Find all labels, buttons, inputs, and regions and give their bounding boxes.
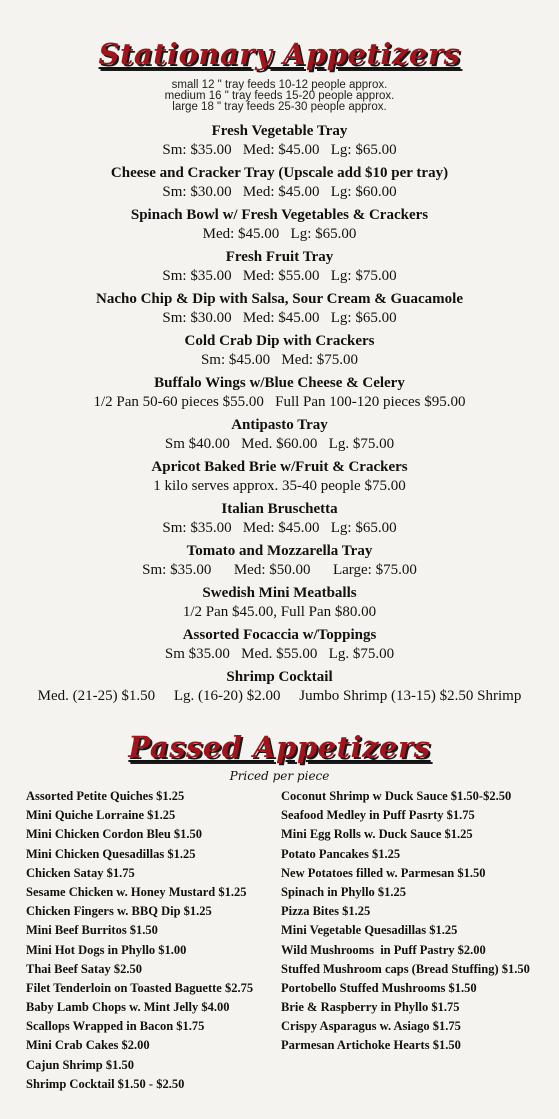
priced-per-piece-note: Priced per piece bbox=[229, 769, 330, 783]
menu-item bbox=[0, 206, 559, 244]
menu-item-price: Med. (21-25) $1.50 Lg. (16-20) $2.00 Jumbo Shrimp (13-15) $2.50 Shrimp bbox=[37, 688, 522, 704]
menu-item-price: Sm: $30.00 Med: $45.00 Lg: $65.00 bbox=[162, 310, 397, 326]
menu-item-name: Tomato and Mozzarella Tray bbox=[186, 543, 373, 559]
menu-item bbox=[0, 374, 559, 412]
passed-left-column bbox=[26, 787, 276, 1094]
menu-item-name: Cold Crab Dip with Crackers bbox=[184, 333, 375, 349]
menu-item bbox=[0, 584, 559, 622]
passed-appetizers-heading: Passed Appetizers bbox=[128, 730, 431, 764]
passed-item: Coconut Shrimp w Duck Sauce $1.50-$2.50 bbox=[281, 789, 512, 803]
size-small: small 12 " tray feeds 10-12 people approx. bbox=[171, 79, 388, 91]
menu-item-price: Sm: $35.00 Med: $45.00 Lg: $65.00 bbox=[162, 142, 397, 158]
passed-item: Assorted Petite Quiches $1.25 bbox=[26, 789, 185, 803]
menu-item bbox=[0, 500, 559, 538]
passed-item: Brie & Raspberry in Phyllo $1.75 bbox=[281, 1000, 460, 1015]
menu-item-price: 1/2 Pan 50-60 pieces $55.00 Full Pan 100-120 pieces $95.00 bbox=[93, 394, 466, 410]
menu-item-price: Sm $40.00 Med. $60.00 Lg. $75.00 bbox=[164, 436, 395, 452]
passed-item: Filet Tenderloin on Toasted Baguette $2.75 bbox=[26, 980, 254, 995]
passed-item: Shrimp Cocktail $1.50 - $2.50 bbox=[26, 1076, 185, 1091]
passed-item: Thai Beef Satay $2.50 bbox=[26, 961, 142, 976]
menu-item-price: Sm: $35.00 Med: $45.00 Lg: $65.00 bbox=[162, 520, 397, 536]
menu-item-name: Shrimp Cocktail bbox=[226, 669, 333, 685]
passed-item: New Potatoes filled w. Parmesan $1.50 bbox=[281, 865, 486, 880]
passed-item: Sesame Chicken w. Honey Mustard $1.25 bbox=[26, 884, 247, 899]
menu-item-name: Buffalo Wings w/Blue Cheese & Celery bbox=[154, 375, 405, 391]
menu-item bbox=[0, 668, 559, 706]
passed-item: Cajun Shrimp $1.50 bbox=[26, 1057, 135, 1072]
menu-item-price: Sm: $35.00 Med: $50.00 Large: $75.00 bbox=[142, 562, 417, 578]
menu-item-name: Fresh Fruit Tray bbox=[225, 249, 334, 265]
passed-item: Chicken Fingers w. BBQ Dip $1.25 bbox=[26, 904, 212, 919]
passed-item: Seafood Medley in Puff Pasrty $1.75 bbox=[281, 808, 475, 823]
passed-item: Mini Chicken Cordon Bleu $1.50 bbox=[26, 827, 203, 842]
passed-item: Chicken Satay $1.75 bbox=[26, 865, 135, 880]
menu-item-name: Swedish Mini Meatballs bbox=[202, 585, 357, 601]
menu-item-name: Spinach Bowl w/ Fresh Vegetables & Crackers bbox=[130, 207, 429, 223]
menu-item bbox=[0, 248, 559, 286]
menu-item bbox=[0, 626, 559, 664]
passed-item: Mini Chicken Quesadillas $1.25 bbox=[26, 846, 196, 861]
passed-item: Baby Lamb Chops w. Mint Jelly $4.00 bbox=[26, 1000, 230, 1015]
menu-item-name: Fresh Vegetable Tray bbox=[211, 123, 348, 139]
passed-item: Parmesan Artichoke Hearts $1.50 bbox=[281, 1038, 461, 1053]
passed-item: Scallops Wrapped in Bacon $1.75 bbox=[26, 1019, 205, 1034]
menu-item bbox=[0, 332, 559, 370]
menu-item bbox=[0, 542, 559, 580]
passed-item: Wild Mushrooms in Puff Pastry $2.00 bbox=[281, 942, 486, 957]
passed-item: Mini Crab Cakes $2.00 bbox=[26, 1038, 150, 1053]
menu-item bbox=[0, 122, 559, 160]
menu-item bbox=[0, 164, 559, 202]
menu-item-price: Sm: $35.00 Med: $55.00 Lg: $75.00 bbox=[162, 268, 397, 284]
passed-item: Spinach in Phyllo $1.25 bbox=[281, 884, 407, 899]
menu-item bbox=[0, 290, 559, 328]
menu-item-price: Med: $45.00 Lg: $65.00 bbox=[202, 226, 357, 242]
passed-item: Mini Egg Rolls w. Duck Sauce $1.25 bbox=[281, 827, 473, 842]
menu-item bbox=[0, 458, 559, 496]
menu-item-name: Antipasto Tray bbox=[231, 417, 328, 433]
menu-item bbox=[0, 416, 559, 454]
passed-item: Mini Vegetable Quesadillas $1.25 bbox=[281, 923, 458, 938]
tray-sizes bbox=[0, 80, 559, 113]
passed-right-column bbox=[281, 787, 551, 1056]
menu-item-price: Sm: $45.00 Med: $75.00 bbox=[200, 352, 359, 368]
passed-item: Mini Beef Burritos $1.50 bbox=[26, 923, 158, 938]
stationary-appetizers-heading: Stationary Appetizers bbox=[98, 37, 461, 71]
menu-item-price: Sm $35.00 Med. $55.00 Lg. $75.00 bbox=[164, 646, 395, 662]
passed-item: Crispy Asparagus w. Asiago $1.75 bbox=[281, 1019, 461, 1034]
passed-item: Mini Hot Dogs in Phyllo $1.00 bbox=[26, 942, 187, 957]
menu-item-price: Sm: $30.00 Med: $45.00 Lg: $60.00 bbox=[162, 184, 397, 200]
size-medium: medium 16 " tray feeds 15-20 people approx. bbox=[164, 90, 395, 102]
passed-item: Mini Quiche Lorraine $1.25 bbox=[26, 808, 176, 823]
menu-item-name: Assorted Focaccia w/Toppings bbox=[182, 627, 377, 643]
menu-item-name: Italian Bruschetta bbox=[221, 501, 338, 517]
menu-item-name: Cheese and Cracker Tray (Upscale add $10 per tray) bbox=[110, 165, 449, 181]
passed-item: Potato Pancakes $1.25 bbox=[281, 846, 401, 861]
stationary-items-list bbox=[0, 122, 559, 710]
passed-item: Portobello Stuffed Mushrooms $1.50 bbox=[281, 980, 477, 995]
menu-item-name: Nacho Chip & Dip with Salsa, Sour Cream & Guacamole bbox=[96, 291, 463, 307]
passed-item: Stuffed Mushroom caps (Bread Stuffing) $1.50 bbox=[281, 961, 530, 976]
menu-item-price: 1 kilo serves approx. 35-40 people $75.00 bbox=[153, 478, 406, 494]
menu-item-price: 1/2 Pan $45.00, Full Pan $80.00 bbox=[182, 604, 377, 620]
size-large: large 18 " tray feeds 25-30 people approx. bbox=[172, 101, 387, 113]
passed-item: Pizza Bites $1.25 bbox=[281, 904, 371, 919]
menu-item-name: Apricot Baked Brie w/Fruit & Crackers bbox=[151, 459, 408, 475]
